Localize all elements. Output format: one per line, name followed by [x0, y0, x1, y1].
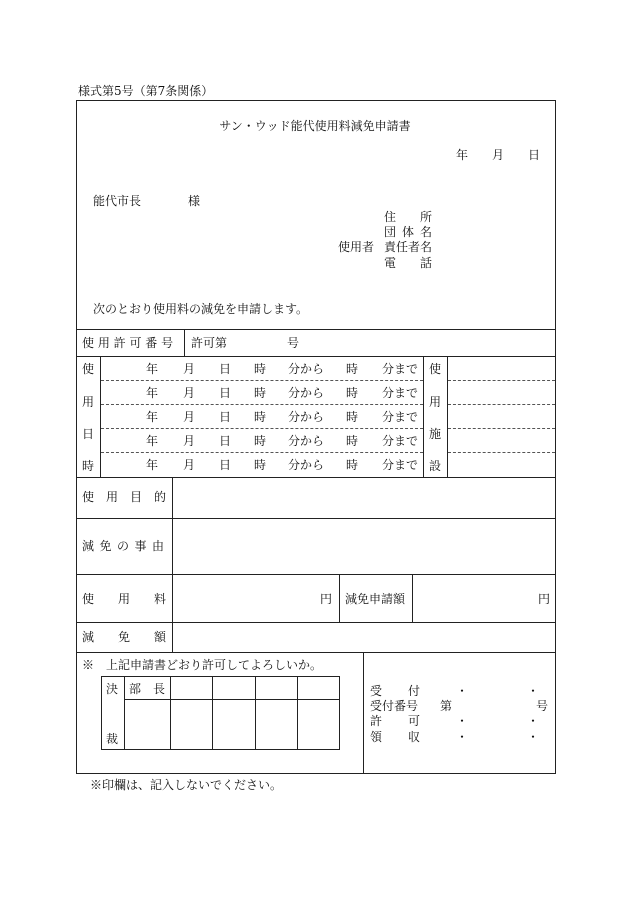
usage-day-unit: 日 [219, 434, 232, 448]
usage-until-unit: 分まで [382, 362, 419, 376]
usage-facility-label-3: 施 [428, 427, 441, 441]
record-separator: ・ [456, 714, 469, 728]
form-border-top [76, 100, 556, 101]
usage-fee-unit: 円 [320, 592, 333, 606]
usage-day-unit: 日 [219, 386, 232, 400]
row-divider [76, 356, 556, 357]
form-border-left [76, 100, 77, 774]
form-title: サン・ウッド能代使用料減免申請書 [219, 119, 411, 133]
usage-until-unit: 分まで [382, 458, 419, 472]
record-label: 領 収 [370, 730, 420, 744]
record-separator: ・ [527, 730, 540, 744]
record-prefix: 第 [440, 699, 453, 713]
row-divider [76, 329, 556, 330]
usage-datetime-side-label-1: 使 [81, 362, 94, 376]
grid-line [297, 676, 298, 750]
usage-year-unit: 年 [146, 458, 159, 472]
usage-hour-unit: 時 [346, 434, 359, 448]
grid-line [170, 676, 171, 750]
usage-facility-label-2: 用 [428, 395, 441, 409]
usage-month-unit: 月 [183, 362, 196, 376]
record-separator: ・ [456, 730, 469, 744]
usage-from-unit: 分から [288, 362, 325, 376]
usage-from-unit: 分から [288, 434, 325, 448]
usage-hour-unit: 時 [254, 434, 267, 448]
cell-divider [423, 356, 424, 478]
usage-day-unit: 日 [219, 410, 232, 424]
grid-line [101, 749, 340, 750]
usage-year-unit: 年 [146, 362, 159, 376]
usage-purpose-label: 使 用 目 的 [82, 490, 167, 504]
department-head-label: 部 長 [129, 682, 166, 696]
usage-from-unit: 分から [288, 386, 325, 400]
record-separator: ・ [527, 684, 540, 698]
usage-day-unit: 日 [219, 362, 232, 376]
exemption-request-unit: 円 [538, 592, 551, 606]
applicant-address-label: 住 所 [384, 210, 432, 224]
usage-datetime-side-label-4: 時 [81, 459, 94, 473]
grid-line [101, 676, 340, 677]
applicant-phone-label: 電 話 [384, 256, 432, 270]
dashed-divider [448, 380, 555, 381]
record-label: 受付番号 [370, 699, 419, 713]
cell-divider [339, 574, 340, 623]
usage-hour-unit: 時 [346, 410, 359, 424]
usage-hour-unit: 時 [254, 362, 267, 376]
date-year-label: 年 [456, 148, 469, 162]
usage-year-unit: 年 [146, 434, 159, 448]
usage-from-unit: 分から [288, 410, 325, 424]
usage-month-unit: 月 [183, 410, 196, 424]
record-separator: ・ [527, 714, 540, 728]
cell-divider [447, 356, 448, 478]
row-divider [76, 518, 556, 519]
applicant-group-label: 団 体 名 [384, 225, 432, 239]
usage-hour-unit: 時 [346, 386, 359, 400]
applicant-user-label: 使用者 [338, 240, 375, 254]
addressee-honorific: 様 [188, 194, 201, 208]
permit-number-prefix: 許可第 [191, 336, 228, 350]
usage-until-unit: 分まで [382, 410, 419, 424]
exemption-request-label: 減免申請額 [345, 592, 406, 606]
usage-facility-label-1: 使 [428, 362, 441, 376]
office-approval-note: ※ 上記申請書どおり許可してよろしいか。 [82, 658, 323, 672]
usage-month-unit: 月 [183, 434, 196, 448]
usage-day-unit: 日 [219, 458, 232, 472]
record-label: 許 可 [370, 714, 420, 728]
usage-datetime-side-label-3: 日 [81, 427, 94, 441]
dashed-divider [448, 452, 555, 453]
row-divider [76, 622, 556, 623]
form-border-bottom [76, 773, 556, 774]
usage-year-unit: 年 [146, 410, 159, 424]
footer-note: ※印欄は、記入しないでください。 [90, 778, 283, 792]
addressee-name: 能代市長 [93, 194, 142, 208]
exemption-amount-label: 減 免 額 [82, 630, 167, 644]
usage-hour-unit: 時 [254, 386, 267, 400]
usage-hour-unit: 時 [254, 410, 267, 424]
usage-until-unit: 分まで [382, 386, 419, 400]
record-suffix: 号 [536, 699, 549, 713]
usage-facility-label-4: 設 [428, 459, 441, 473]
cell-divider [100, 356, 101, 478]
usage-year-unit: 年 [146, 386, 159, 400]
dashed-divider [101, 452, 423, 453]
decision-label-bottom: 裁 [105, 732, 118, 746]
usage-hour-unit: 時 [346, 362, 359, 376]
dashed-divider [101, 404, 423, 405]
cell-divider [184, 329, 185, 357]
exemption-reason-label: 減 免 の 事 由 [82, 539, 164, 553]
grid-line [339, 676, 340, 750]
form-number: 様式第5号（第7条関係） [78, 84, 214, 98]
grid-line [124, 676, 125, 750]
dashed-divider [101, 428, 423, 429]
cell-divider [172, 477, 173, 653]
usage-from-unit: 分から [288, 458, 325, 472]
usage-fee-label: 使 用 料 [82, 592, 167, 606]
usage-until-unit: 分まで [382, 434, 419, 448]
grid-line [124, 699, 340, 700]
usage-datetime-side-label-2: 用 [81, 395, 94, 409]
usage-month-unit: 月 [183, 386, 196, 400]
date-day-label: 日 [528, 148, 541, 162]
usage-hour-unit: 時 [346, 458, 359, 472]
row-divider [76, 477, 556, 478]
grid-line [212, 676, 213, 750]
date-month-label: 月 [492, 148, 505, 162]
usage-month-unit: 月 [183, 458, 196, 472]
cell-divider [363, 652, 364, 774]
decision-label-top: 決 [105, 682, 118, 696]
dashed-divider [448, 428, 555, 429]
grid-line [255, 676, 256, 750]
cell-divider [412, 574, 413, 623]
record-separator: ・ [456, 684, 469, 698]
dashed-divider [448, 404, 555, 405]
grid-line [101, 676, 102, 750]
form-border-right [555, 100, 556, 774]
row-divider [76, 574, 556, 575]
dashed-divider [101, 380, 423, 381]
applicant-representative-label: 責任者名 [384, 240, 433, 254]
usage-hour-unit: 時 [254, 458, 267, 472]
permit-number-suffix: 号 [287, 336, 300, 350]
permit-number-label: 使 用 許 可 番 号 [82, 336, 174, 350]
row-divider [76, 652, 556, 653]
request-text: 次のとおり使用料の減免を申請します。 [93, 302, 309, 316]
record-label: 受 付 [370, 684, 420, 698]
